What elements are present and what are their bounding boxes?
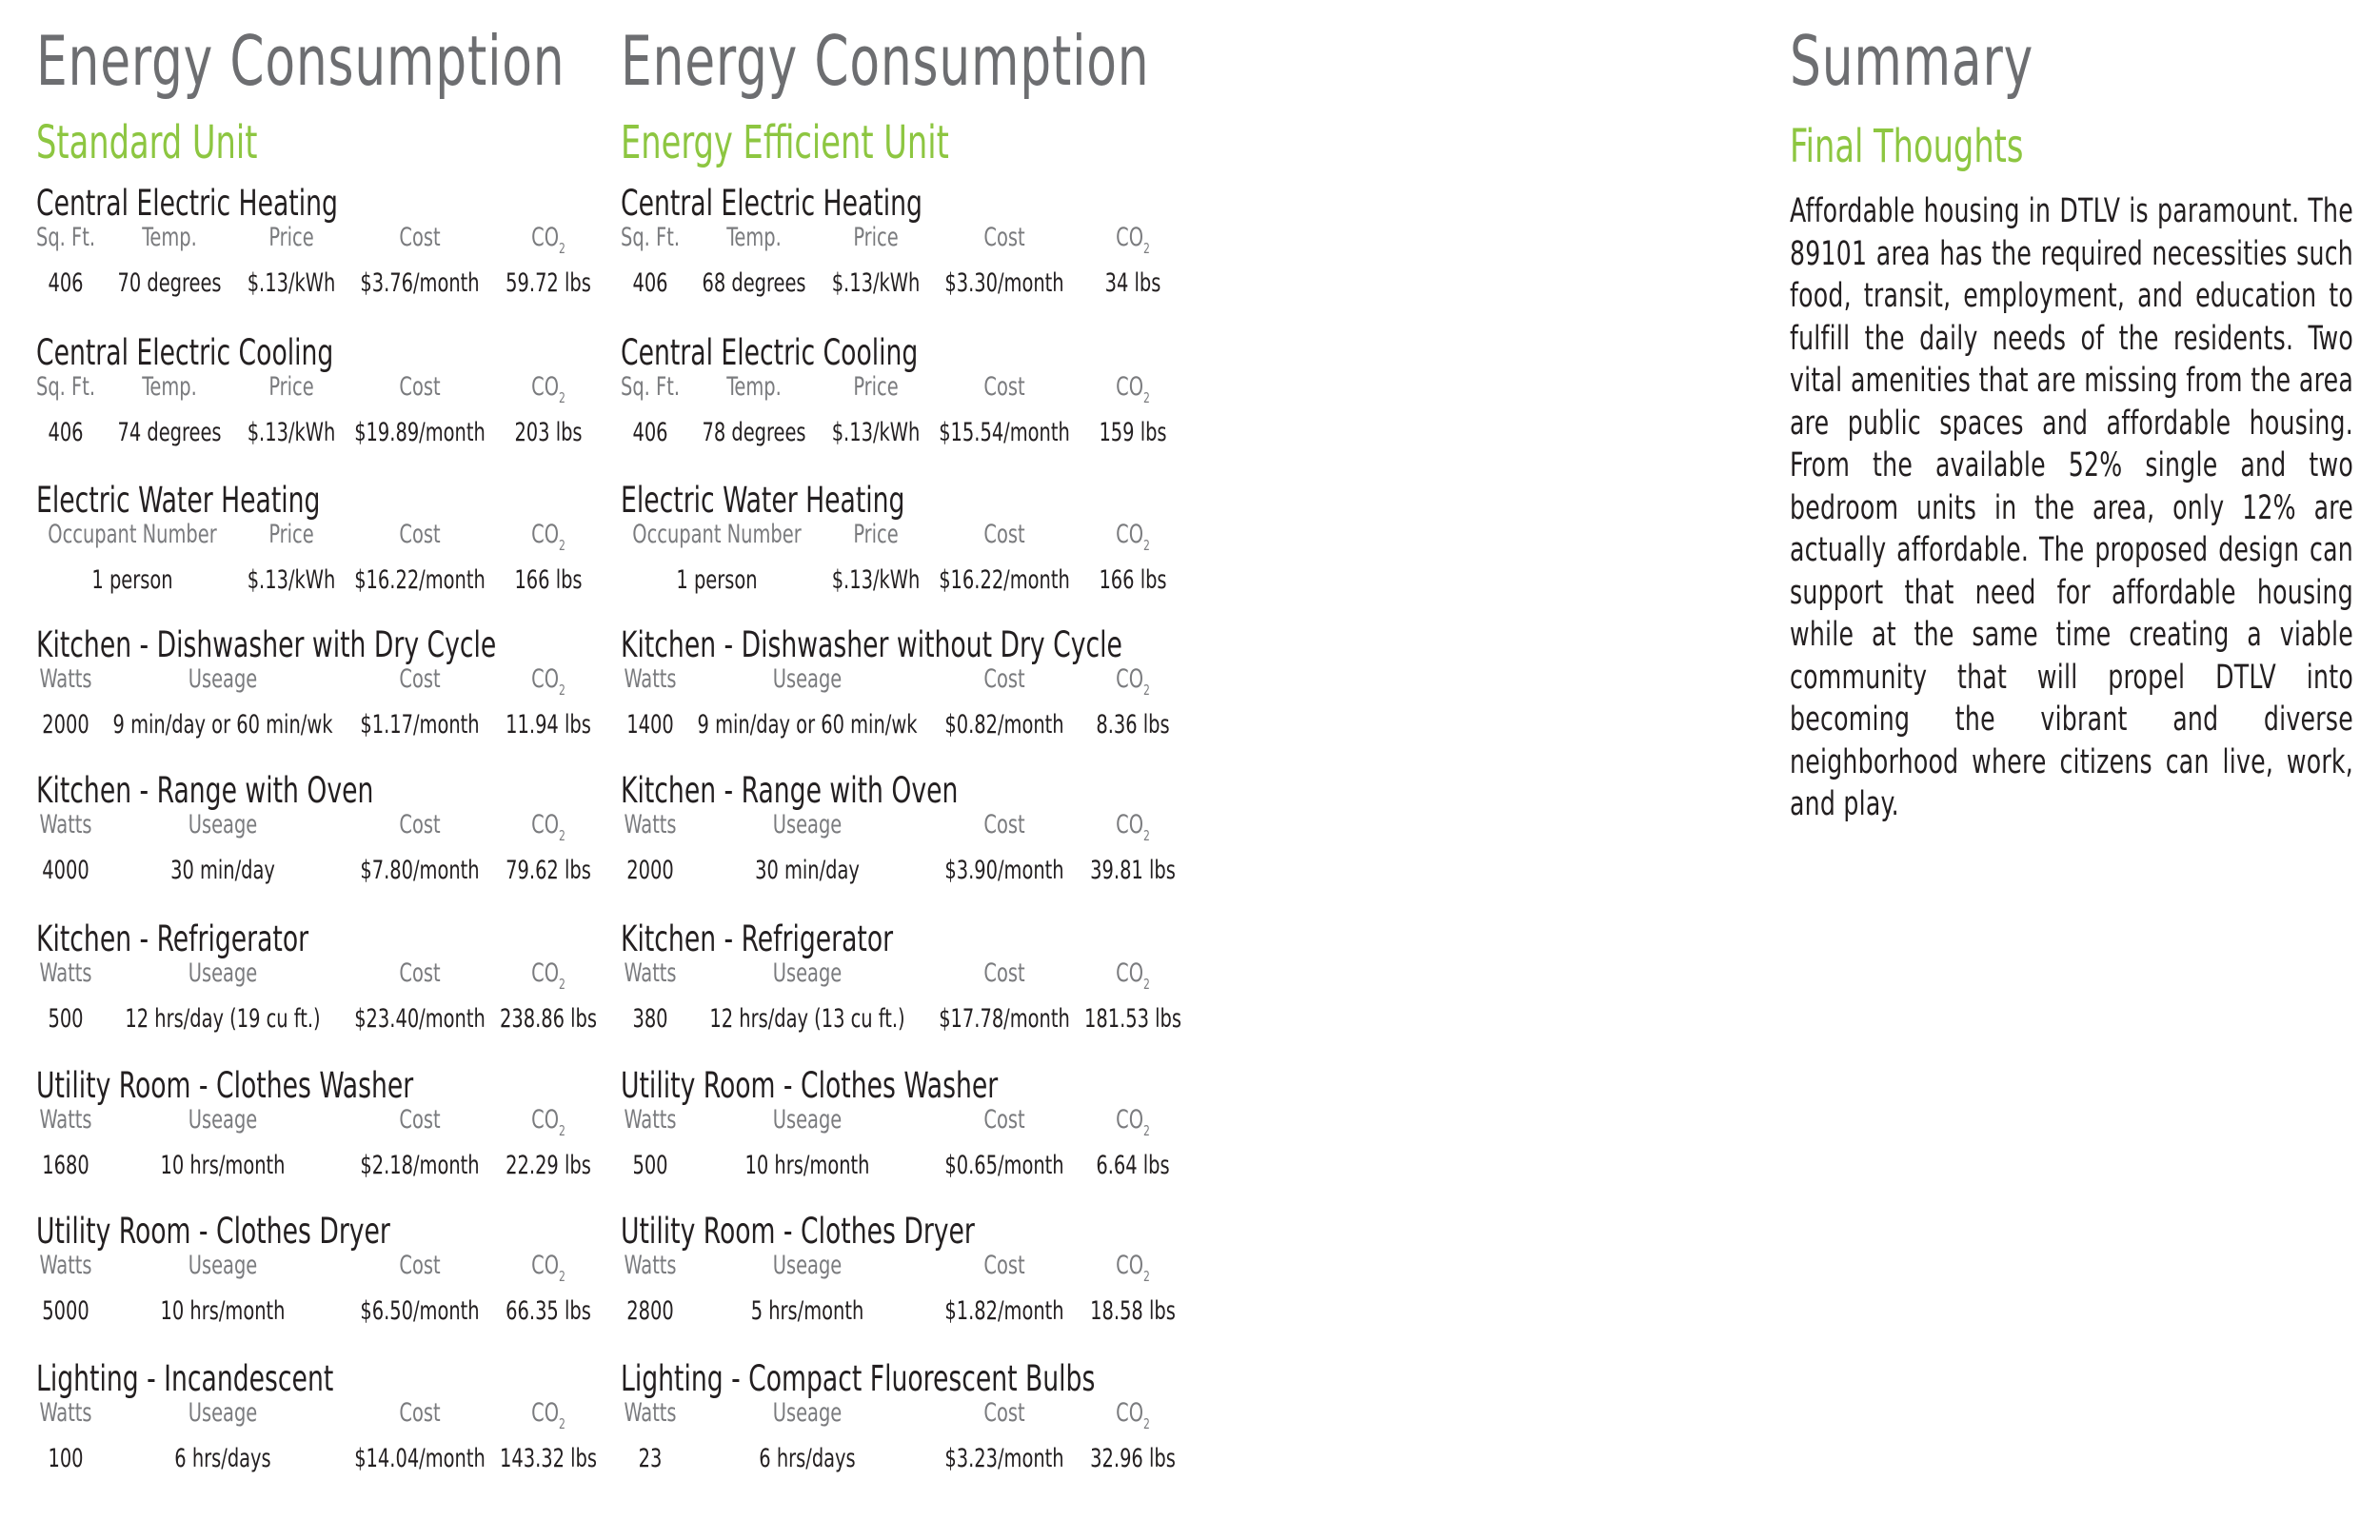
column-header: Temp.	[726, 223, 782, 252]
efficient-subtitle: Energy Efficient Unit	[621, 116, 949, 169]
energy-section	[621, 918, 1230, 1052]
co2-subscript: 2	[1143, 827, 1150, 844]
column-header: Temp.	[142, 223, 197, 252]
column-header: $CO_2$	[531, 1398, 565, 1432]
column-value: 18.58 lbs	[1090, 1296, 1176, 1326]
column-value: 5000	[42, 1296, 89, 1326]
section-title: Kitchen - Refrigerator	[36, 918, 309, 959]
column-header: Cost	[983, 1251, 1025, 1280]
column-header: Watts	[624, 1398, 677, 1428]
column-value: $.13/kWh	[247, 268, 336, 298]
column-value: 32.96 lbs	[1090, 1444, 1176, 1473]
column-value: 6 hrs/days	[174, 1444, 271, 1473]
column-header: $CO_2$	[1116, 1105, 1150, 1139]
column-value: 10 hrs/month	[744, 1151, 870, 1180]
column-header: Temp.	[142, 372, 197, 402]
column-value: $.13/kWh	[247, 565, 336, 595]
column-value: 181.53 lbs	[1083, 1004, 1182, 1034]
column-header: Useage	[188, 1105, 258, 1135]
column-header: Cost	[399, 223, 441, 252]
column-value: 1680	[42, 1151, 89, 1180]
column-header: $CO_2$	[1116, 520, 1150, 554]
section-title: Lighting - Incandescent	[36, 1358, 334, 1399]
column-value: 6 hrs/days	[759, 1444, 856, 1473]
column-value: 1400	[626, 710, 674, 740]
column-value: 2800	[626, 1296, 674, 1326]
column-header: Useage	[188, 1398, 258, 1428]
column-header: $CO_2$	[531, 958, 565, 993]
column-value: 59.72 lbs	[506, 268, 591, 298]
summary-title: Summary	[1790, 21, 2034, 101]
column-header: Useage	[772, 1251, 843, 1280]
column-header: Cost	[399, 520, 441, 549]
energy-section	[621, 480, 1230, 613]
section-title: Electric Water Heating	[36, 480, 321, 521]
co2-subscript: 2	[559, 976, 565, 993]
column-value: 9 min/day or 60 min/wk	[697, 710, 918, 740]
column-header: Watts	[624, 958, 677, 988]
co2-subscript: 2	[1143, 389, 1150, 406]
column-value: $.13/kWh	[247, 418, 336, 447]
column-header: Watts	[39, 1105, 92, 1135]
column-value: 8.36 lbs	[1096, 710, 1170, 740]
column-header: $CO_2$	[1116, 810, 1150, 844]
column-header: Cost	[399, 372, 441, 402]
column-header: Cost	[399, 810, 441, 839]
standard-subtitle: Standard Unit	[36, 116, 258, 169]
co2-subscript: 2	[559, 1415, 565, 1432]
column-header: Price	[268, 372, 314, 402]
column-value: 9 min/day or 60 min/wk	[112, 710, 333, 740]
energy-section	[36, 1211, 607, 1344]
column-value: 34 lbs	[1104, 268, 1161, 298]
column-header: Cost	[399, 958, 441, 988]
column-value: 68 degrees	[702, 268, 806, 298]
section-title: Kitchen - Dishwasher without Dry Cycle	[621, 624, 1122, 665]
energy-section	[36, 1358, 607, 1491]
column-value: $7.80/month	[360, 856, 480, 885]
co2-subscript: 2	[559, 1122, 565, 1139]
column-header: Cost	[983, 958, 1025, 988]
column-header: Useage	[772, 1398, 843, 1428]
co2-subscript: 2	[559, 1268, 565, 1285]
section-title: Kitchen - Range with Oven	[621, 770, 959, 811]
column-header: $CO_2$	[1116, 1251, 1150, 1285]
column-value: 406	[632, 418, 668, 447]
section-title: Electric Water Heating	[621, 480, 905, 521]
column-value: $23.40/month	[354, 1004, 486, 1034]
column-value: 238.86 lbs	[499, 1004, 598, 1034]
column-value: 78 degrees	[702, 418, 806, 447]
column-header: Useage	[772, 958, 843, 988]
column-header: Watts	[39, 1398, 92, 1428]
energy-section	[36, 332, 607, 465]
column-header: Useage	[772, 1105, 843, 1135]
column-value: 500	[632, 1151, 668, 1180]
column-header: $CO_2$	[531, 223, 565, 257]
column-value: 30 min/day	[170, 856, 275, 885]
column-value: $1.82/month	[944, 1296, 1064, 1326]
energy-section	[36, 1065, 607, 1198]
section-title: Utility Room - Clothes Dryer	[621, 1211, 975, 1252]
column-value: $0.82/month	[944, 710, 1064, 740]
column-header: Watts	[624, 1251, 677, 1280]
section-title: Lighting - Compact Fluorescent Bulbs	[621, 1358, 1096, 1399]
column-header: Watts	[39, 664, 92, 694]
column-value: 166 lbs	[1099, 565, 1167, 595]
column-value: $3.76/month	[360, 268, 480, 298]
column-value: $0.65/month	[944, 1151, 1064, 1180]
column-value: 166 lbs	[514, 565, 583, 595]
energy-section	[621, 183, 1230, 316]
column-header: $CO_2$	[531, 372, 565, 406]
summary-paragraph: Affordable housing in DTLV is paramount. The 89101 area has the required necessities such food, transit, employment, and education to fulfill the daily needs of the residents. Two vital amenities that are missing from the area are public spaces and affordable housing. From the available 52% single and two bedroom units in the area, only 12% are actually affordable. The proposed design can support that need for affordable housing while at the same time creating a viable community that will propel DTLV into becoming the vibrant and diverse neighborhood where citizens can live, work, and play.	[1790, 192, 2353, 823]
column-value: 500	[48, 1004, 84, 1034]
column-header: $CO_2$	[1116, 1398, 1150, 1432]
column-value: $.13/kWh	[831, 565, 921, 595]
column-header: Temp.	[726, 372, 782, 402]
energy-section	[621, 332, 1230, 465]
column-value: 23	[638, 1444, 663, 1473]
co2-subscript: 2	[1143, 976, 1150, 993]
column-value: $19.89/month	[354, 418, 486, 447]
column-value: 4000	[42, 856, 89, 885]
energy-section	[621, 770, 1230, 903]
column-header: $CO_2$	[531, 520, 565, 554]
standard-title: Energy Consumption	[36, 21, 565, 101]
section-title: Utility Room - Clothes Washer	[621, 1065, 999, 1106]
column-value: 1 person	[91, 565, 173, 595]
energy-section	[36, 918, 607, 1052]
column-value: 5 hrs/month	[750, 1296, 864, 1326]
column-value: $3.23/month	[944, 1444, 1064, 1473]
column-value: 10 hrs/month	[160, 1151, 286, 1180]
column-header: Sq. Ft.	[621, 372, 680, 402]
column-header: Useage	[188, 1251, 258, 1280]
column-value: 74 degrees	[117, 418, 222, 447]
efficient-title: Energy Consumption	[621, 21, 1150, 101]
column-value: 22.29 lbs	[506, 1151, 591, 1180]
column-header: $CO_2$	[1116, 958, 1150, 993]
energy-section	[621, 1211, 1230, 1344]
column-header: Useage	[188, 664, 258, 694]
column-value: $.13/kWh	[831, 268, 921, 298]
column-value: $2.18/month	[360, 1151, 480, 1180]
column-header: Watts	[624, 664, 677, 694]
column-header: Price	[268, 520, 314, 549]
column-header: Cost	[983, 1105, 1025, 1135]
column-header: Watts	[624, 1105, 677, 1135]
co2-subscript: 2	[1143, 1268, 1150, 1285]
column-header: Sq. Ft.	[621, 223, 680, 252]
column-value: $6.50/month	[360, 1296, 480, 1326]
column-header: Useage	[772, 664, 843, 694]
column-value: 406	[48, 268, 84, 298]
column-value: 66.35 lbs	[506, 1296, 591, 1326]
co2-subscript: 2	[559, 537, 565, 554]
column-header: Watts	[39, 810, 92, 839]
column-header: Watts	[39, 1251, 92, 1280]
column-value: 203 lbs	[514, 418, 583, 447]
column-value: 380	[632, 1004, 668, 1034]
column-header: Price	[268, 223, 314, 252]
co2-subscript: 2	[1143, 537, 1150, 554]
column-header: Cost	[399, 1105, 441, 1135]
section-title: Utility Room - Clothes Washer	[36, 1065, 414, 1106]
column-value: $3.30/month	[944, 268, 1064, 298]
energy-section	[621, 624, 1230, 758]
column-value: 406	[632, 268, 668, 298]
column-header: Sq. Ft.	[36, 223, 95, 252]
co2-subscript: 2	[559, 827, 565, 844]
column-value: $15.54/month	[939, 418, 1070, 447]
column-header: Price	[853, 223, 899, 252]
column-header: Price	[853, 520, 899, 549]
energy-section	[621, 1358, 1230, 1491]
column-value: $14.04/month	[354, 1444, 486, 1473]
column-value: 70 degrees	[117, 268, 222, 298]
column-value: 30 min/day	[755, 856, 860, 885]
co2-subscript: 2	[1143, 681, 1150, 699]
column-header: Cost	[983, 1398, 1025, 1428]
column-header: Useage	[188, 958, 258, 988]
column-header: $CO_2$	[1116, 223, 1150, 257]
column-value: 2000	[626, 856, 674, 885]
summary-subtitle: Final Thoughts	[1790, 120, 2024, 173]
co2-subscript: 2	[1143, 240, 1150, 257]
column-header: $CO_2$	[531, 810, 565, 844]
energy-section	[36, 624, 607, 758]
column-value: 1 person	[676, 565, 758, 595]
column-value: 406	[48, 418, 84, 447]
co2-subscript: 2	[559, 389, 565, 406]
column-value: $3.90/month	[944, 856, 1064, 885]
column-header: $CO_2$	[531, 1251, 565, 1285]
co2-subscript: 2	[1143, 1122, 1150, 1139]
section-title: Kitchen - Dishwasher with Dry Cycle	[36, 624, 497, 665]
section-title: Central Electric Cooling	[621, 332, 919, 373]
column-value: 12 hrs/day (13 cu ft.)	[709, 1004, 905, 1034]
column-header: Cost	[983, 520, 1025, 549]
column-header: Cost	[983, 664, 1025, 694]
energy-section	[36, 770, 607, 903]
column-value: 143.32 lbs	[499, 1444, 598, 1473]
column-header: Sq. Ft.	[36, 372, 95, 402]
column-header: Cost	[983, 223, 1025, 252]
section-title: Utility Room - Clothes Dryer	[36, 1211, 390, 1252]
column-header: Cost	[399, 1398, 441, 1428]
column-header: Cost	[983, 372, 1025, 402]
column-header: $CO_2$	[531, 664, 565, 699]
column-value: 159 lbs	[1099, 418, 1167, 447]
column-header: Price	[853, 372, 899, 402]
co2-subscript: 2	[559, 681, 565, 699]
energy-section	[36, 183, 607, 316]
column-value: $17.78/month	[939, 1004, 1070, 1034]
column-value: 39.81 lbs	[1090, 856, 1176, 885]
section-title: Central Electric Heating	[621, 183, 922, 224]
column-header: $CO_2$	[531, 1105, 565, 1139]
co2-subscript: 2	[1143, 1415, 1150, 1432]
column-header: $CO_2$	[1116, 372, 1150, 406]
column-header: Cost	[983, 810, 1025, 839]
column-header: Watts	[39, 958, 92, 988]
section-title: Central Electric Cooling	[36, 332, 334, 373]
column-header: Cost	[399, 664, 441, 694]
column-header: Watts	[624, 810, 677, 839]
column-value: 2000	[42, 710, 89, 740]
column-header: Useage	[772, 810, 843, 839]
section-title: Kitchen - Range with Oven	[36, 770, 374, 811]
column-value: $.13/kWh	[831, 418, 921, 447]
column-value: 10 hrs/month	[160, 1296, 286, 1326]
column-value: 6.64 lbs	[1096, 1151, 1170, 1180]
column-value: $16.22/month	[939, 565, 1070, 595]
section-title: Kitchen - Refrigerator	[621, 918, 894, 959]
energy-section	[621, 1065, 1230, 1198]
column-header: Occupant Number	[48, 520, 217, 549]
column-header: $CO_2$	[1116, 664, 1150, 699]
column-value: 12 hrs/day (19 cu ft.)	[125, 1004, 321, 1034]
column-header: Occupant Number	[632, 520, 802, 549]
column-header: Useage	[188, 810, 258, 839]
column-value: 11.94 lbs	[506, 710, 591, 740]
column-value: $16.22/month	[354, 565, 486, 595]
column-header: Cost	[399, 1251, 441, 1280]
column-value: 100	[48, 1444, 84, 1473]
column-value: $1.17/month	[360, 710, 480, 740]
energy-section	[36, 480, 607, 613]
section-title: Central Electric Heating	[36, 183, 338, 224]
co2-subscript: 2	[559, 240, 565, 257]
column-value: 79.62 lbs	[506, 856, 591, 885]
